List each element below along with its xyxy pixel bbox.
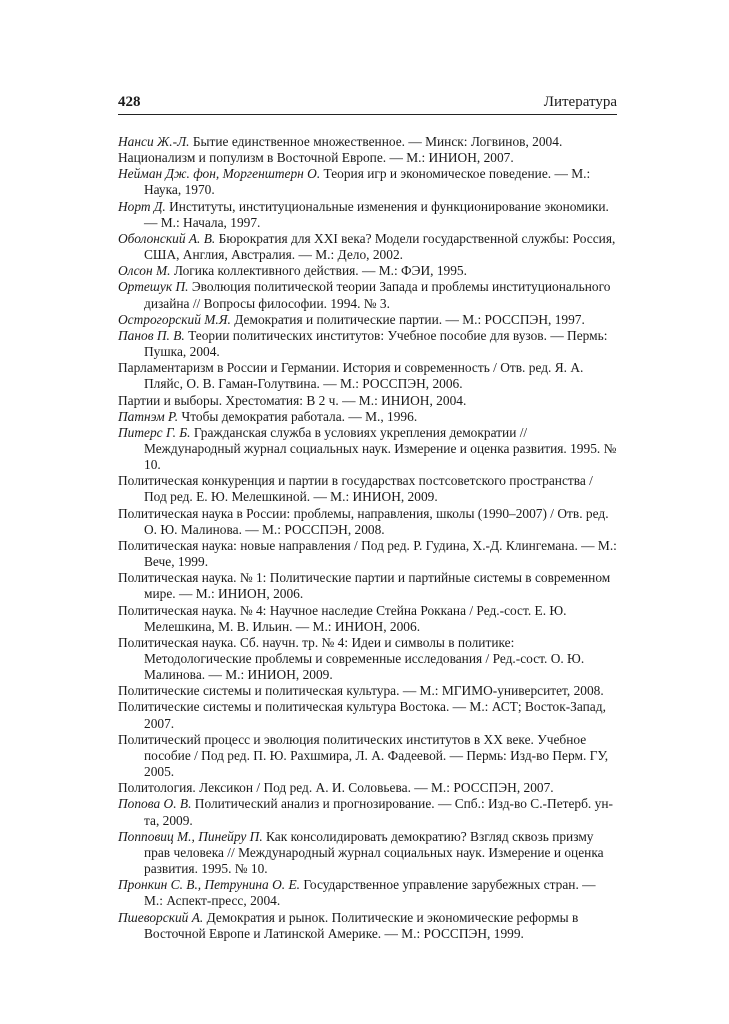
reference-text: Политическая наука. № 4: Научное наследие Стейна Роккана / Ред.-сост. Е. Ю. Мелешкина, М. В. Ильин. — М.: ИНИОН, 2006. [118, 602, 567, 634]
reference-entry [118, 877, 617, 909]
reference-entry [118, 635, 617, 683]
reference-author: Пронкин С. В., Петрунина О. Е. [118, 877, 300, 893]
reference-text: Эволюция политической теории Запада и проблемы институционального дизайна // Вопросы философии. 1994. № 3. [144, 279, 611, 311]
reference-entry [118, 603, 617, 635]
reference-text: Бюрократия для XXI века? Модели государственной службы: Россия, США, Англия, Австралия. — М.: Дело, 2002. [144, 230, 616, 263]
reference-entry [118, 199, 617, 231]
reference-text: Политическая наука: новые направления / Под ред. Р. Гудина, Х.-Д. Клингемана. — М.: Вече, 1999. [118, 537, 617, 570]
reference-text: Государственное управление зарубежных стран. — М.: Аспект-пресс, 2004. [144, 877, 596, 909]
reference-entry [118, 829, 617, 877]
reference-author: Олсон М. [118, 263, 171, 279]
reference-text: Политическая наука. Сб. научн. тр. № 4: Идеи и символы в политике: Методологические проблемы и современные исследования / Ред.-сост. О. Ю. Малинова. — М.: ИНИОН, 2009. [118, 634, 585, 683]
reference-author: Попова О. В. [118, 796, 192, 812]
reference-entry [118, 231, 617, 263]
reference-text: Логика коллективного действия. — М.: ФЭИ, 1995. [170, 263, 467, 279]
reference-entry [118, 538, 617, 570]
page-header [118, 92, 617, 115]
reference-entry [118, 134, 617, 150]
reference-entry [118, 796, 617, 828]
reference-entry [118, 506, 617, 538]
reference-text: Политический процесс и эволюция политических институтов в XX веке. Учебное пособие / Под ред. П. Ю. Рахшмира, Л. А. Фадеевой. — Пермь: Изд-во Перм. ГУ, 2005. [118, 731, 609, 780]
reference-text: Как консолидировать демократию? Взгляд сквозь призму прав человека // Международный журнал социальных наук. Измерение и оценка развития. 1995. № 10. [144, 828, 604, 877]
reference-entry [118, 166, 617, 198]
reference-text: Институты, институциональные изменения и функционирование экономики. — М.: Начала, 1997. [144, 198, 609, 230]
reference-author: Нейман Дж. фон, Моргенштерн О. [118, 166, 321, 182]
reference-author: Ортешук П. [118, 279, 189, 295]
reference-author: Пшеворский А. [118, 909, 204, 925]
reference-text: Национализм и популизм в Восточной Европе. — М.: ИНИОН, 2007. [118, 150, 514, 166]
reference-text: Политология. Лексикон / Под ред. А. И. Соловьева. — М.: РОССПЭН, 2007. [118, 780, 554, 796]
reference-entry [118, 279, 617, 311]
reference-entry [118, 570, 617, 602]
reference-list [118, 134, 617, 942]
reference-text: Демократия и рынок. Политические и экономические реформы в Восточной Европе и Латинской Америке. — М.: РОССПЭН, 1999. [144, 909, 579, 941]
reference-entry [118, 393, 617, 409]
reference-text: Бытие единственное множественное. — Минск: Логвинов, 2004. [189, 134, 563, 149]
reference-author: Нанси Ж.-Л. [118, 134, 190, 149]
reference-text: Демократия и политические партии. — М.: РОССПЭН, 1997. [230, 311, 585, 327]
reference-text: Политические системы и политическая культура Востока. — М.: АСТ; Восток-Запад, 2007. [118, 699, 606, 731]
reference-author: Питерс Г. Б. [118, 424, 191, 440]
reference-text: Теории политических институтов: Учебное пособие для вузов. — Пермь: Пушка, 2004. [144, 327, 608, 360]
reference-text: Партии и выборы. Хрестоматия: В 2 ч. — М.: ИНИОН, 2004. [118, 392, 467, 408]
reference-author: Патнэм Р. [118, 408, 179, 424]
reference-entry [118, 683, 617, 699]
reference-author: Попповиц М., Пинейру П. [118, 828, 263, 844]
reference-entry [118, 328, 617, 360]
reference-text: Политическая конкуренция и партии в государствах постсоветского пространства / Под ред. Е. Ю. Мелешкиной. — М.: ИНИОН, 2009. [118, 473, 593, 505]
reference-author: Острогорский М.Я. [118, 311, 231, 327]
reference-text: Политические системы и политическая культура. — М.: МГИМО-университет, 2008. [118, 683, 604, 699]
reference-text: Чтобы демократия работала. — М., 1996. [178, 408, 418, 424]
reference-entry [118, 699, 617, 731]
running-title: Литература [543, 94, 617, 110]
reference-text: Политическая наука. № 1: Политические партии и партийные системы в современном мире. — М.: ИНИОН, 2006. [118, 570, 611, 602]
reference-author: Панов П. В. [118, 327, 185, 343]
reference-entry [118, 263, 617, 279]
reference-text: Политический анализ и прогнозирование. — Спб.: Изд-во С.-Петерб. ун-та, 2009. [144, 796, 613, 828]
reference-text: Теория игр и экономическое поведение. — М.: Наука, 1970. [144, 166, 591, 198]
reference-entry [118, 150, 617, 166]
reference-author: Оболонский А. В. [118, 230, 216, 246]
reference-entry [118, 360, 617, 392]
reference-entry [118, 473, 617, 505]
reference-entry [118, 732, 617, 780]
reference-text: Гражданская служба в условиях укрепления демократии // Международный журнал социальных наук. Измерение и оценка развития. 1995. № 10. [144, 424, 617, 473]
reference-entry [118, 312, 617, 328]
page-number: 428 [118, 94, 141, 110]
reference-text: Политическая наука в России: проблемы, направления, школы (1990–2007) / Отв. ред. О. Ю. Малинова. — М.: РОССПЭН, 2008. [118, 505, 609, 537]
reference-text: Парламентаризм в России и Германии. История и современность / Отв. ред. Я. А. Пляйс, О. В. Гаман-Голутвина. — М.: РОССПЭН, 2006. [118, 360, 584, 392]
reference-author: Норт Д. [118, 198, 166, 214]
reference-entry [118, 780, 617, 796]
reference-entry [118, 409, 617, 425]
reference-entry [118, 910, 617, 942]
reference-entry [118, 425, 617, 473]
